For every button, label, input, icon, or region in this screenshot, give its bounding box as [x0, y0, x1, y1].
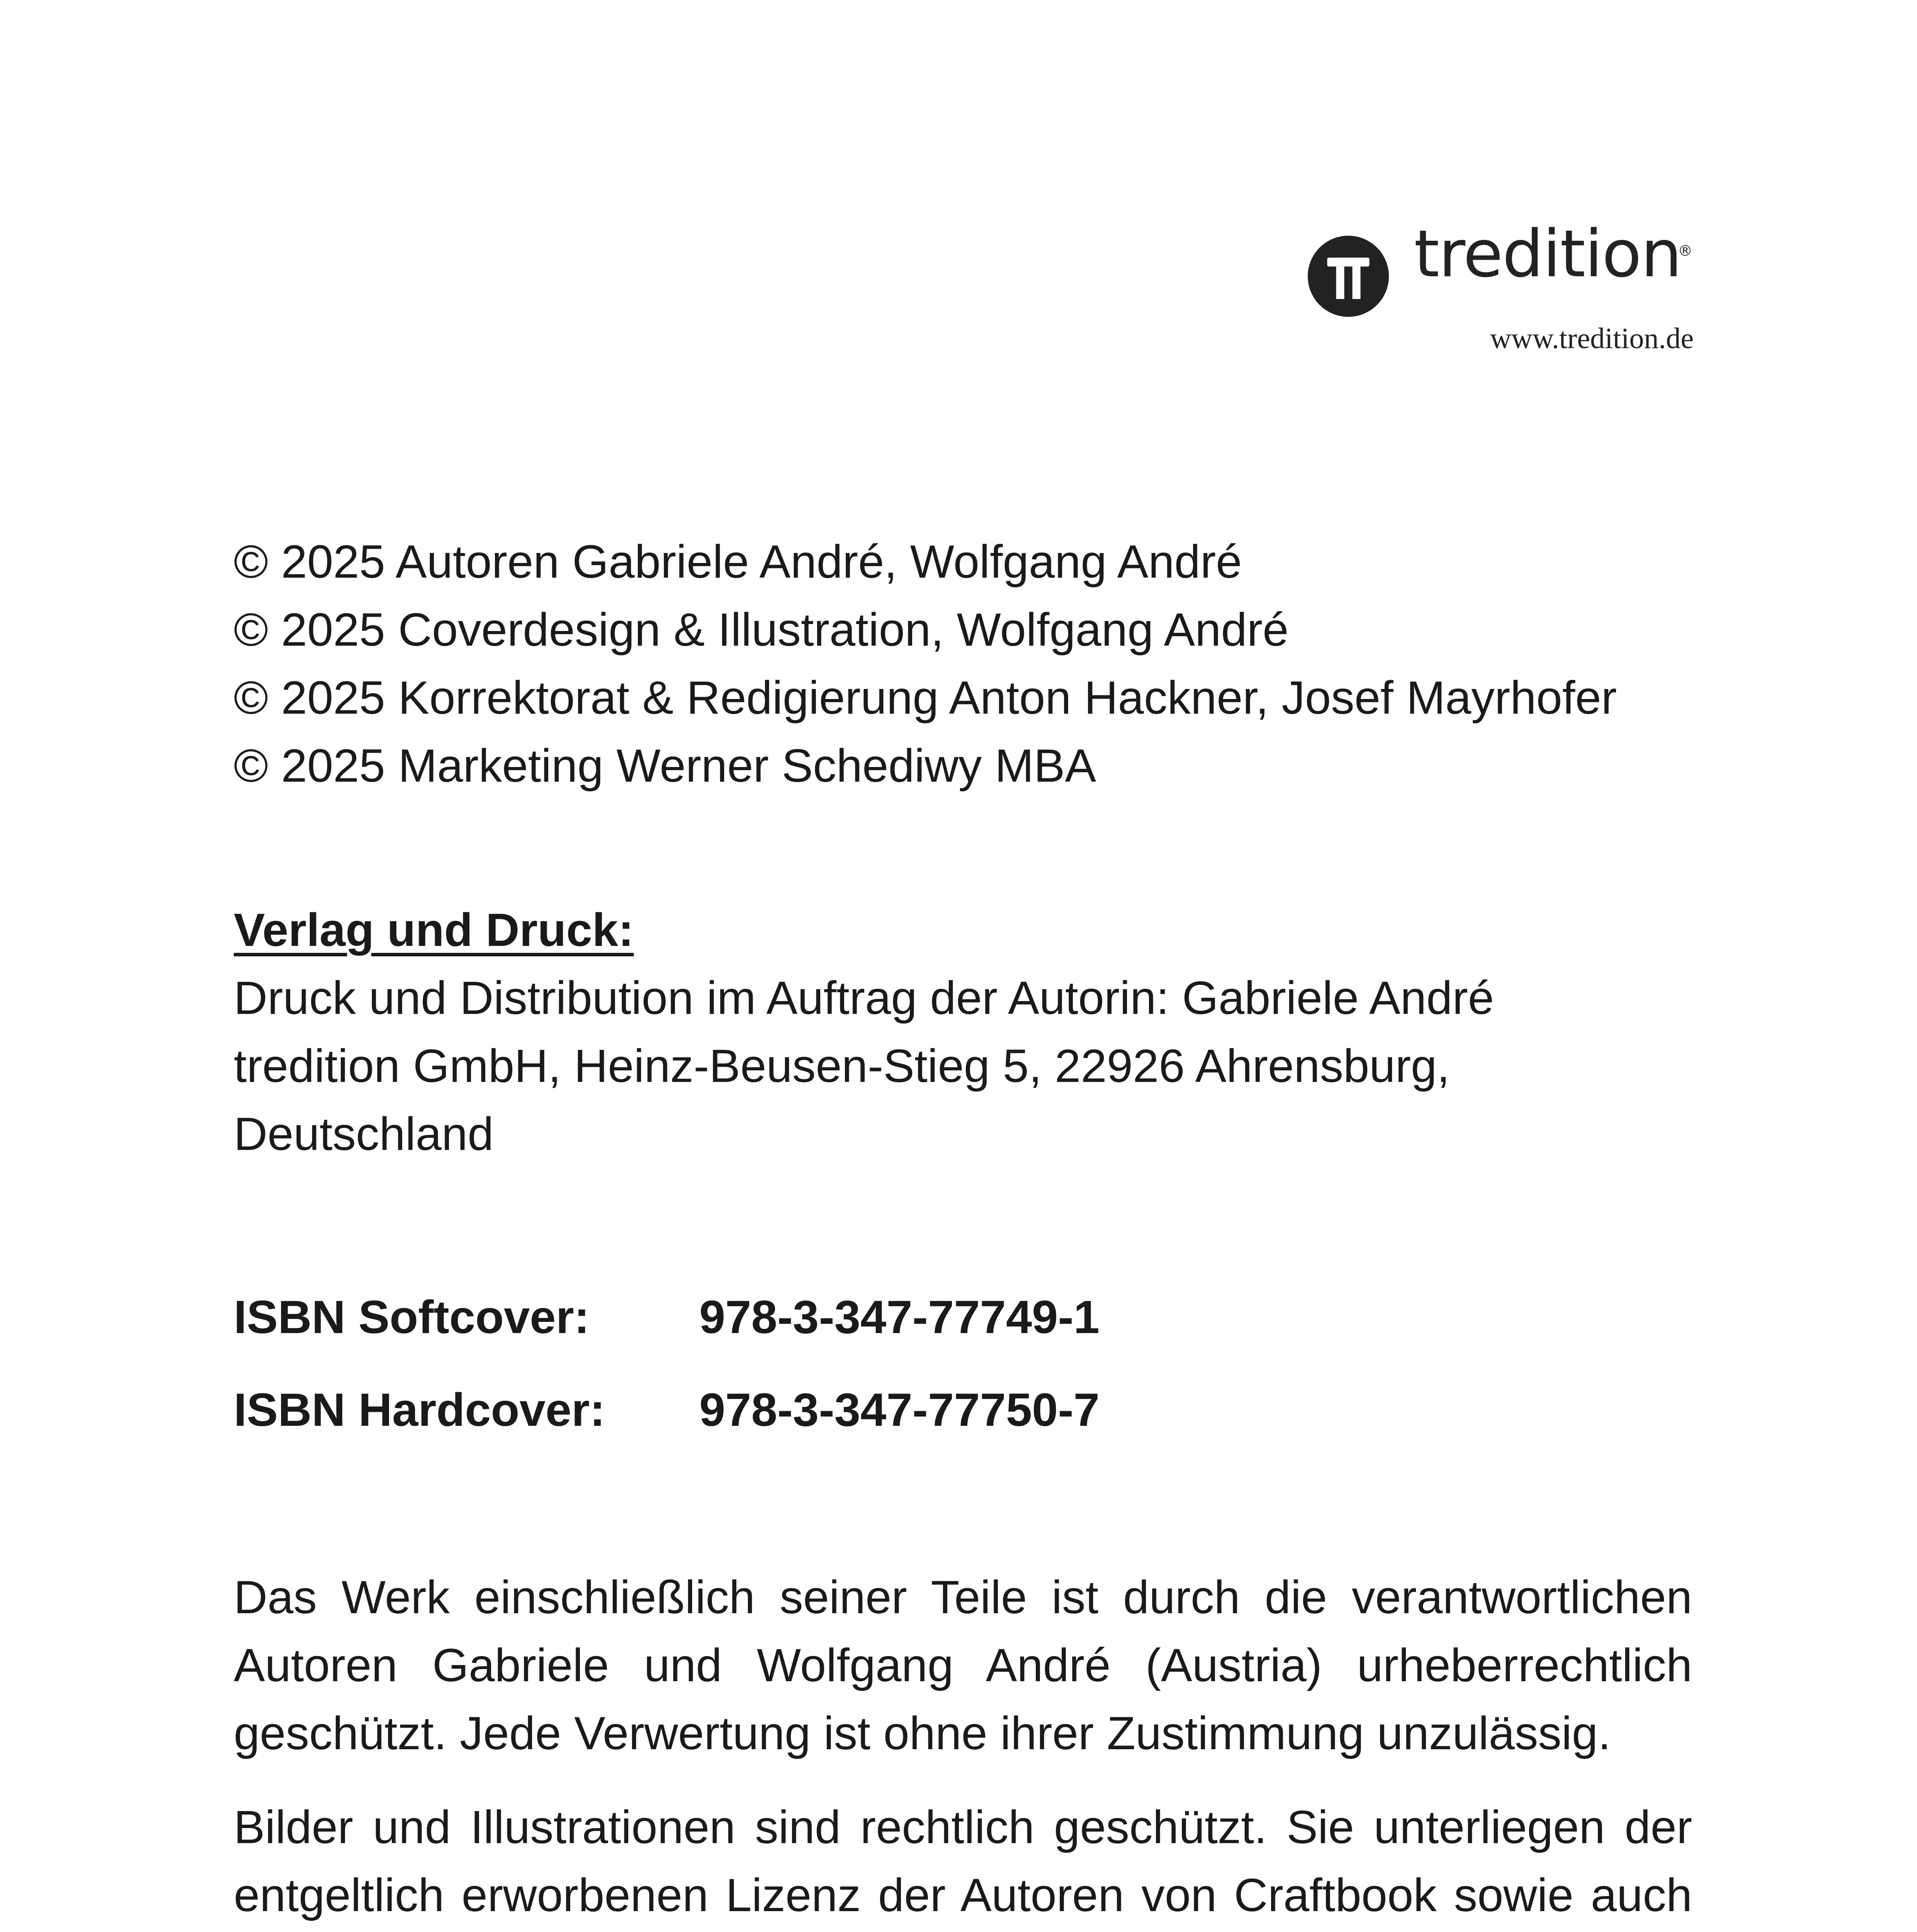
- copyright-line-editing: © 2025 Korrektorat & Redigierung Anton Hackner, Josef Mayrhofer: [234, 671, 1617, 724]
- publisher-logo: [1308, 216, 1694, 319]
- publisher-line-address: tredition GmbH, Heinz-Beusen-Stieg 5, 22926 Ahrensburg,: [234, 1039, 1450, 1092]
- copyright-line-cover: © 2025 Coverdesign & Illustration, Wolfgang André: [234, 603, 1289, 656]
- registered-mark: ®: [1678, 242, 1693, 259]
- publisher-heading: Verlag und Druck:: [234, 903, 634, 956]
- isbn-hardcover-label: ISBN Hardcover:: [234, 1383, 605, 1436]
- copyright-line-authors: © 2025 Autoren Gabriele André, Wolfgang André: [234, 535, 1242, 588]
- isbn-softcover-row: [234, 1283, 1100, 1351]
- copyright-notice-paragraph: Das Werk einschließlich seiner Teile ist durch die verantwortlichen Autoren Gabriele und Wolfgang André (Austria) urheberrechtlich geschützt. Jede Verwertung ist ohne ihrer Zustimmung unzulässig.: [234, 1571, 1692, 1759]
- logo-wordmark: tredition: [1414, 216, 1681, 292]
- isbn-softcover-value: 978-3-347-77749-1: [699, 1291, 1100, 1343]
- isbn-hardcover-row: [234, 1376, 1100, 1444]
- isbn-hardcover-value: 978-3-347-77750-7: [699, 1383, 1100, 1436]
- copyright-block: [234, 527, 1692, 799]
- copyright-line-marketing: © 2025 Marketing Werner Schediwy MBA: [234, 739, 1096, 792]
- publisher-url[interactable]: www.tredition.de: [1490, 322, 1694, 355]
- isbn-softcover-label: ISBN Softcover:: [234, 1291, 590, 1343]
- image-license-paragraph: Bilder und Illustrationen sind rechtlich geschützt. Sie unterliegen der entgeltlich erworbenen Lizenz der Autoren von Craftbook sowie auch: [234, 1801, 1692, 1921]
- publisher-block: [234, 896, 1692, 1168]
- tredition-logo-icon: [1308, 236, 1389, 317]
- publisher-line-country: Deutschland: [234, 1107, 494, 1160]
- publisher-line-distribution: Druck und Distribution im Auftrag der Autorin: Gabriele André: [234, 971, 1494, 1024]
